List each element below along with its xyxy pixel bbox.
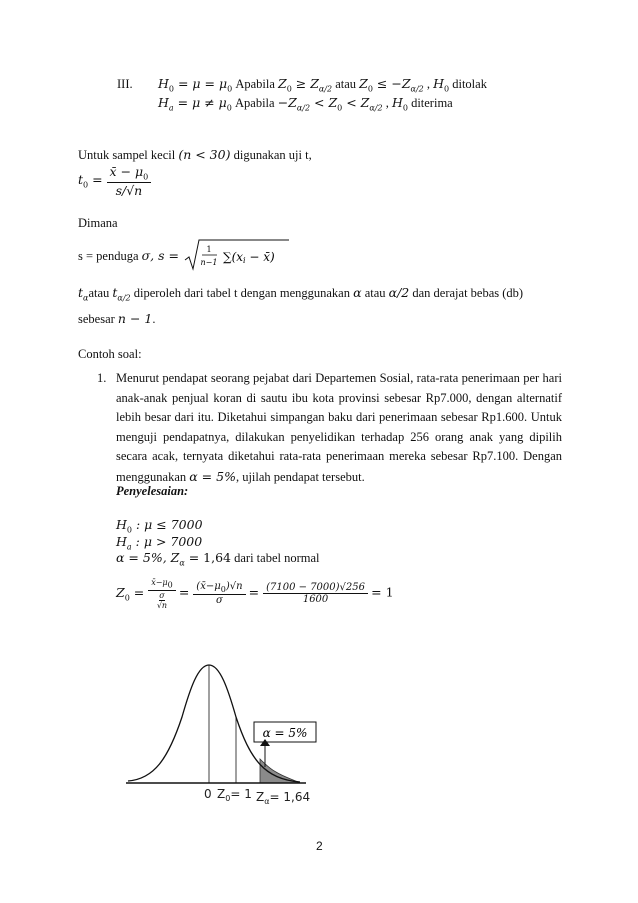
- svg-text:∑(xi − x̄): ∑(xi − x̄): [222, 250, 275, 265]
- hyp3-number: III.: [117, 77, 133, 91]
- alpha-box-label: α = 5%: [262, 726, 308, 740]
- z0-calculation: $Z_0$ = $x̄-\mu_0$ σ √n = $\frac{(x̄-\mu_0)√n}{\sigma}$ = $\frac{(7100 - 7000)√256}{1600}$ = 1: [116, 578, 394, 610]
- solution-heading: Penyelesaian:: [116, 484, 189, 498]
- label-zero: 0: [204, 787, 212, 801]
- hyp3-line2: $H_a = \mu \ne \mu_0$ Apabila $-Z_{\alpha/2} < Z_0 < Z_{\alpha/2}$ , $H_0$ diterima: [158, 95, 453, 113]
- rejection-area: [260, 759, 300, 783]
- svg-text:1: 1: [206, 245, 212, 254]
- dimana-label: Dimana: [78, 216, 118, 230]
- normal-curve-figure: [124, 655, 324, 805]
- h0-line: $H_0$ : μ ≤ 7000: [116, 517, 203, 535]
- hyp3-line1: $H_0 = \mu = \mu_0$ Apabila $Z_0 \ge Z_{\alpha/2}$ atau $Z_0 \le -Z_{\alpha/2}$ , $H_0$ ditolak: [158, 76, 487, 94]
- ha-line: $H_a$ : μ > 7000: [116, 534, 203, 552]
- contoh-heading: Contoh soal:: [78, 347, 142, 361]
- sqrt-formula: [183, 238, 291, 272]
- small-sample-text: Untuk sampel kecil (n < 30) digunakan uji t,: [78, 147, 312, 162]
- t0-formula: $t_0$ = $\frac{x̄ - \mu_0}{s/√n}$: [78, 164, 151, 198]
- page-number: 2: [316, 839, 323, 853]
- label-z0: $Z_0= 1$: [217, 787, 252, 803]
- label-zalpha: $Z_\alpha= 1,64$: [256, 790, 311, 805]
- problem-number: 1.: [97, 371, 107, 385]
- problem-text: Menurut pendapat seorang pejabat dari Departemen Sosial, rata-rata penerimaan per hari anak-anak penjual koran di sautu ibu kota provinsi sebesar Rp7.000, dengan alternatif lebih besar dari itu. Diketahui simpangan baku dari penerimaan sebesar Rp1.600. Untuk menguji pendapatnya, dilakukan penyelidikan terhadap 256 orang anak yang dipilih secara acak, ternyata diketahui rata-rata penerimaan mereka sebesar Rp7.100. Dengan menggunakan α = 5%, ujilah pendapat tersebut.: [116, 371, 562, 484]
- svg-text:n−1: n−1: [200, 258, 218, 267]
- s-definition: s = penduga σ, s = 1 n−1 ∑(xi − x̄): [78, 238, 291, 276]
- alpha-line: α = 5%, $Z_\alpha = 1,64$ dari tabel normal: [116, 550, 320, 568]
- t-alpha-paragraph: $t_\alpha atau$ $t_{\alpha/2}$ diperoleh dari tabel t dengan menggunakan α atau α/2 dan derajat bebas (db) sebesar n − 1.: [78, 285, 524, 326]
